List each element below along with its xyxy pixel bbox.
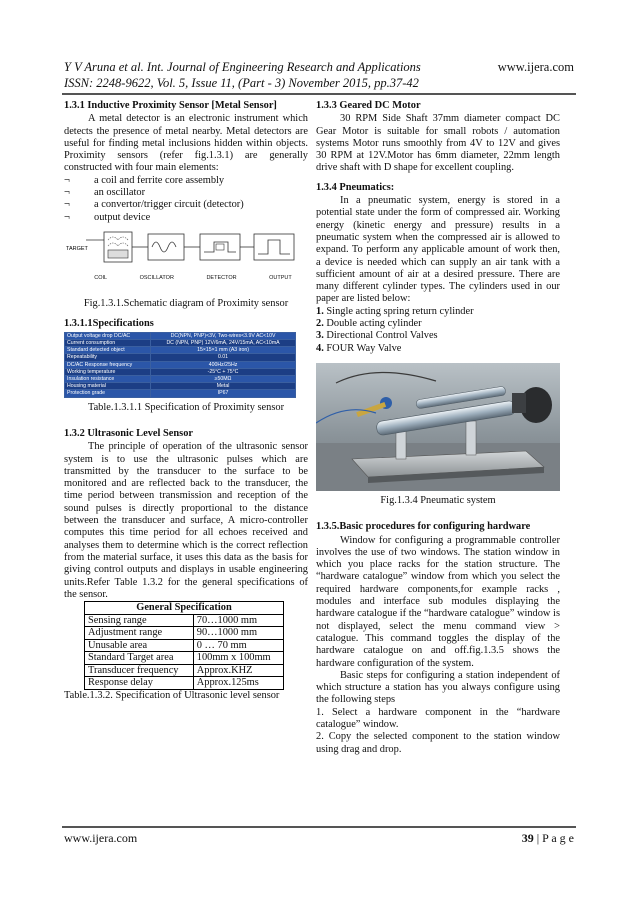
- right-column: [316, 100, 560, 756]
- diagram-label-detector: DETECTOR: [206, 274, 237, 281]
- journal-citation-line1: Y V Aruna et al. Int. Journal of Engineering Research and Applications: [64, 60, 421, 74]
- table-row: Insulation resistance ≥50MΩ: [65, 376, 296, 383]
- table-row: Transducer frequency Approx.KHZ: [85, 664, 284, 677]
- figure-caption-1-3-1: Fig.1.3.1.Schematic diagram of Proximity sensor: [83, 298, 289, 310]
- section-heading-1-3-1: 1.3.1 Inductive Proximity Sensor [Metal Sensor]: [64, 100, 277, 111]
- table-row: DC/AC Response frequency 400Hz/25Hz: [65, 361, 296, 368]
- list-item: ¬ output device: [64, 211, 151, 223]
- table-row: Working temperature -25°C + 75°C: [65, 368, 296, 375]
- header-rule: [62, 93, 576, 95]
- journal-citation-line2: ISSN: 2248-9622, Vol. 5, Issue 11, (Part - 3) November 2015, pp.37-42: [64, 76, 419, 90]
- figure-caption-1-3-4: Fig.1.3.4 Pneumatic system: [380, 494, 496, 506]
- diagram-label-coil: COIL: [94, 274, 108, 281]
- section-heading-1-3-2: 1.3.2 Ultrasonic Level Sensor: [64, 427, 194, 439]
- section-heading-1-3-3: 1.3.3 Geared DC Motor: [316, 100, 421, 111]
- section-heading-1-3-1-1: 1.3.1.1Specifications: [64, 317, 154, 329]
- proximity-sensor-schematic: [64, 230, 308, 270]
- diagram-component-labels: [78, 272, 308, 284]
- table-caption-1-3-2: Table.1.3.2. Specification of Ultrasonic level sensor: [64, 689, 280, 701]
- table-row: Response delay Approx.125ms: [85, 677, 284, 690]
- page-number: [522, 831, 574, 846]
- list-item: 3. Directional Control Valves: [316, 330, 438, 342]
- table-row: Standard Target area 100mm x 100mm: [85, 652, 284, 665]
- table-title: General Specification: [85, 602, 284, 615]
- table-row: Standard detected object 15×15×1 mm (A3 iron): [65, 347, 296, 354]
- paragraph-hardware-config: Window for configuring a programmable controller involves the use of two windows. The station window in which you place racks for the station structure. The “hardware catalogue” window from which you select the required hardware components,for example racks , modules and interface sub modules displaying the hardware catalogue if the “hardware catalogue” window is not displayed, select the menu command view > catalogue. This command toggles the display of the hardware catalogue on and off.fig.1.3.5 shows the hardware configuration of the system.: [316, 534, 560, 669]
- list-item: ¬ a convertor/trigger circuit (detector): [64, 199, 244, 211]
- list-item: 2. Double acting cylinder: [316, 318, 422, 330]
- step-2: 2. Copy the selected component to the station window using drag and drop.: [316, 731, 560, 755]
- diagram-label-oscillator: OSCILLATOR: [139, 274, 174, 281]
- table-row: Housing material Metal: [65, 383, 296, 390]
- list-item: ¬ an oscillator: [64, 187, 146, 199]
- left-column: [64, 100, 308, 702]
- list-item: 1. Single acting spring return cylinder: [316, 305, 474, 317]
- table-row: Unusable area 0 … 70 mm: [85, 639, 284, 652]
- footer-site-link[interactable]: www.ijera.com: [64, 831, 138, 845]
- paragraph-basic-steps: Basic steps for configuring a station independent of which structure a station has you always configure using the following steps: [316, 669, 560, 706]
- list-item: ¬ a coil and ferrite core assembly: [64, 174, 225, 186]
- page-label: | P a g e: [536, 831, 574, 845]
- bullet-glyph: ¬: [64, 199, 70, 211]
- proximity-spec-table: [64, 332, 296, 398]
- table-row: Output voltage drop DC/AC DC(NPN, PNP)<3V, Two-wires<3.9V AC<10V: [65, 332, 296, 339]
- pneumatic-system-photo: [316, 363, 560, 491]
- step-1: 1. Select a hardware component in the “hardware catalogue” window.: [316, 706, 560, 730]
- diagram-label-output: OUTPUT: [269, 274, 292, 281]
- paragraph-ultrasonic-sensor: The principle of operation of the ultrasonic sensor system is to use the ultrasonic pulses which are transmitted by the transducer to the surface to be monitored and are reflected back to the transducer, the time period between transmission and reception of the sound pulses is directly proportional to the distance between the transducer and surface, A micro-controller computes this time period for all echoes received and analyses them to determine which is the correct reflection from the material surface, it uses this data as the basis for giving control outputs and displays in usable engineering units.Refer Table 1.3.2 for the general specifications of the sensor.: [64, 441, 308, 600]
- table-row: Current consumption DC (NPN, PNP) 12V/6mA, 24V/15mA, AC<10mA: [65, 340, 296, 347]
- ultrasonic-spec-table: [84, 601, 284, 690]
- element-bullet-list: [64, 175, 308, 224]
- bullet-glyph: ¬: [64, 174, 70, 186]
- table-row: Repeatability 0.01: [65, 354, 296, 361]
- bullet-glyph: ¬: [64, 187, 70, 199]
- section-heading-1-3-4: 1.3.4 Pneumatics:: [316, 181, 395, 193]
- paragraph-geared-dc-motor: 30 RPM Side Shaft 37mm diameter compact DC Gear Motor is suitable for small robots / automation systems Motor runs smoothly from 4V to 12V and gives 30 RPM at 12V.Motor has 6mm diameter, 22mm length drive shaft with D shape for excellent coupling.: [316, 113, 560, 174]
- header-site-link[interactable]: www.ijera.com: [497, 60, 574, 74]
- table-caption-1-3-1-1: Table.1.3.1.1 Specification of Proximity sensor: [87, 401, 285, 413]
- footer-rule: [62, 826, 576, 828]
- table-row: Sensing range 70…1000 mm: [85, 614, 284, 627]
- paragraph-proximity-sensor: A metal detector is an electronic instrument which detects the presence of metal nearby. Metal detectors are useful for finding metal inclusions hidden within objects. Proximity sensors (refer fig.1.3.1) are generally constructed with four main elements:: [64, 113, 308, 174]
- table-row: Adjustment range 90…1000 mm: [85, 627, 284, 640]
- page-number-value: 39: [521, 831, 534, 845]
- diagram-label-target: TARGET: [66, 245, 88, 252]
- bullet-glyph: ¬: [64, 211, 70, 223]
- list-item: 4. FOUR Way Valve: [316, 342, 402, 354]
- paragraph-pneumatics: In a pneumatic system, energy is stored in a potential state under the form of compressed air. Working energy (kinetic energy and pressure) results in a pneumatic system when the compressed air is allowed to expand. To perform any applicable amount of work then, a device is needed which can supply an air tank with a sufficient amount of air at a desired pressure. There are many different cylinder types. The cylinders used in our paper are listed below:: [316, 195, 560, 305]
- table-row: Protection grade IP67: [65, 390, 296, 397]
- cylinder-list: [316, 306, 560, 355]
- section-heading-1-3-5: 1.3.5.Basic procedures for configuring hardware: [316, 521, 531, 533]
